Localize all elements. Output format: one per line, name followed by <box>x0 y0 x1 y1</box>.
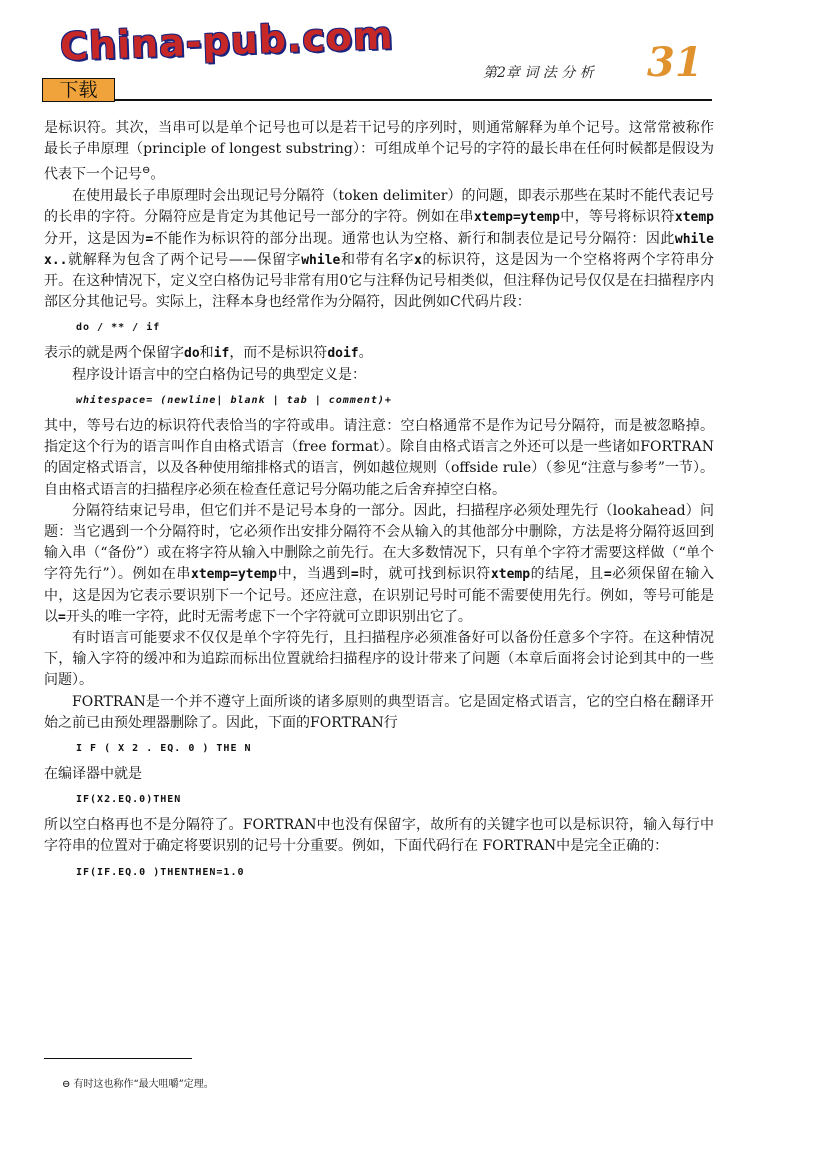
page-number: 31 <box>647 39 703 86</box>
code-line: I F ( X 2 . EQ. 0 ) THE N <box>76 742 252 754</box>
footnote-rule <box>44 1058 192 1059</box>
paragraph: 程序设计语言中的空白格伪记号的典型定义是： <box>72 366 366 383</box>
paragraph: 有时语言可能要求不仅仅是单个字符先行，且扫描程序必须准备好可以备份任意多个字符。在这种情况下，输入字符的缓冲和为追踪而标出位置就给扫描程序的设计带来了问题（本章后面将会讨论到其中的一些问题）。 <box>44 629 714 689</box>
page-header <box>0 0 825 100</box>
paragraph: 在编译器中就是 <box>44 765 142 782</box>
header-rule <box>114 99 712 101</box>
code-line: IF(X2.EQ.0)THEN <box>76 794 182 806</box>
paragraph: 是标识符。其次，当串可以是单个记号也可以是若干记号的序列时，则通常解释为单个记号。这常常被称作最长子串原理（principle of longest substring）：可组成单个记号的字符的最长串在任何时候都是假设为代表下一个记号⊖。 <box>44 120 714 184</box>
paragraph: 在使用最长子串原理时会出现记号分隔符（token delimiter）的问题，即表示那些在某时不能代表记号的长串的字符。分隔符应是肯定为其他记号一部分的字符。例如在串xtemp=ytemp中，等号将标识符xtemp分开，这是因为=不能作为标识符的部分出现。通常也认为空格、新行和制表位是记号分隔符：因此while x..就解释为包含了两个记号——保留字while和带有名字x的标识符，这是因为一个空格将两个字符串分开。在这种情况下，定义空白格伪记号非常有用0它与注释伪记号相类似，但注释伪记号仅仅是在扫描程序内部区分其他记号。实际上，注释本身也经常作为分隔符，因此例如C代码片段： <box>44 188 715 311</box>
code-line: whitespace= (newline| blank | tab | comment)+ <box>76 394 392 406</box>
paragraph: FORTRAN是一个并不遵守上面所谈的诸多原则的典型语言。它是固定格式语言，它的空白格在翻译开始之前已由预处理器删除了。因此，下面的FORTRAN行 <box>44 693 714 731</box>
paragraph: 所以空白格再也不是分隔符了。FORTRAN中也没有保留字，故所有的关键字也可以是标识符，输入每行中字符串的位置对于确定将要识别的记号十分重要。例如，下面代码行在 FORTRAN中是完全正确的： <box>44 817 714 855</box>
code-line: IF(IF.EQ.0 )THENTHEN=1.0 <box>76 866 245 878</box>
footnote-marker: ⊖ <box>142 165 151 177</box>
paragraph: 表示的就是两个保留字do和if，而不是标识符doif。 <box>44 345 373 362</box>
code-line: do / ** / if <box>76 322 161 334</box>
download-badge[interactable]: 下载 <box>42 78 115 102</box>
footnote: ⊖ 有时这也称作“最大咀嚼”定理。 <box>62 1079 214 1090</box>
paragraph: 其中，等号右边的标识符代表恰当的字符或串。请注意：空白格通常不是作为记号分隔符，而是被忽略掉。指定这个行为的语言叫作自由格式语言（free format）。除自由格式语言之外还可以是一些诸如FORTRAN的固定格式语言，以及各种使用缩排格式的语言，例如越位规则（offside rule）（参见“注意与参考”一节）。自由格式语言的扫描程序必须在检查任意记号分隔功能之后舍弃掉空白格。 <box>44 417 714 498</box>
page-body <box>44 118 714 888</box>
paragraph: 分隔符结束记号串，但它们并不是记号本身的一部分。因此，扫描程序必须处理先行（lookahead）问题：当它遇到一个分隔符时，它必须作出安排分隔符不会从输入的其他部分中删除，方法是将分隔符返回到输入串（“备份”）或在将字符从输入中删除之前先行。在大多数情况下，只有单个字符才需要这样做（“单个字符先行”）。例如在串xtemp=ytemp中，当遇到=时，就可找到标识符xtemp的结尾，且=必须保留在输入中，这是因为它表示要识别下一个记号。还应注意，在识别记号时可能不需要使用先行。例如，等号可能是以=开头的唯一字符，此时无需考虑下一个字符就可立即识别出它了。 <box>44 502 715 625</box>
chapter-title: 第2章 词 法 分 析 <box>483 65 594 81</box>
china-pub-logo: China-pub.com <box>59 13 395 69</box>
